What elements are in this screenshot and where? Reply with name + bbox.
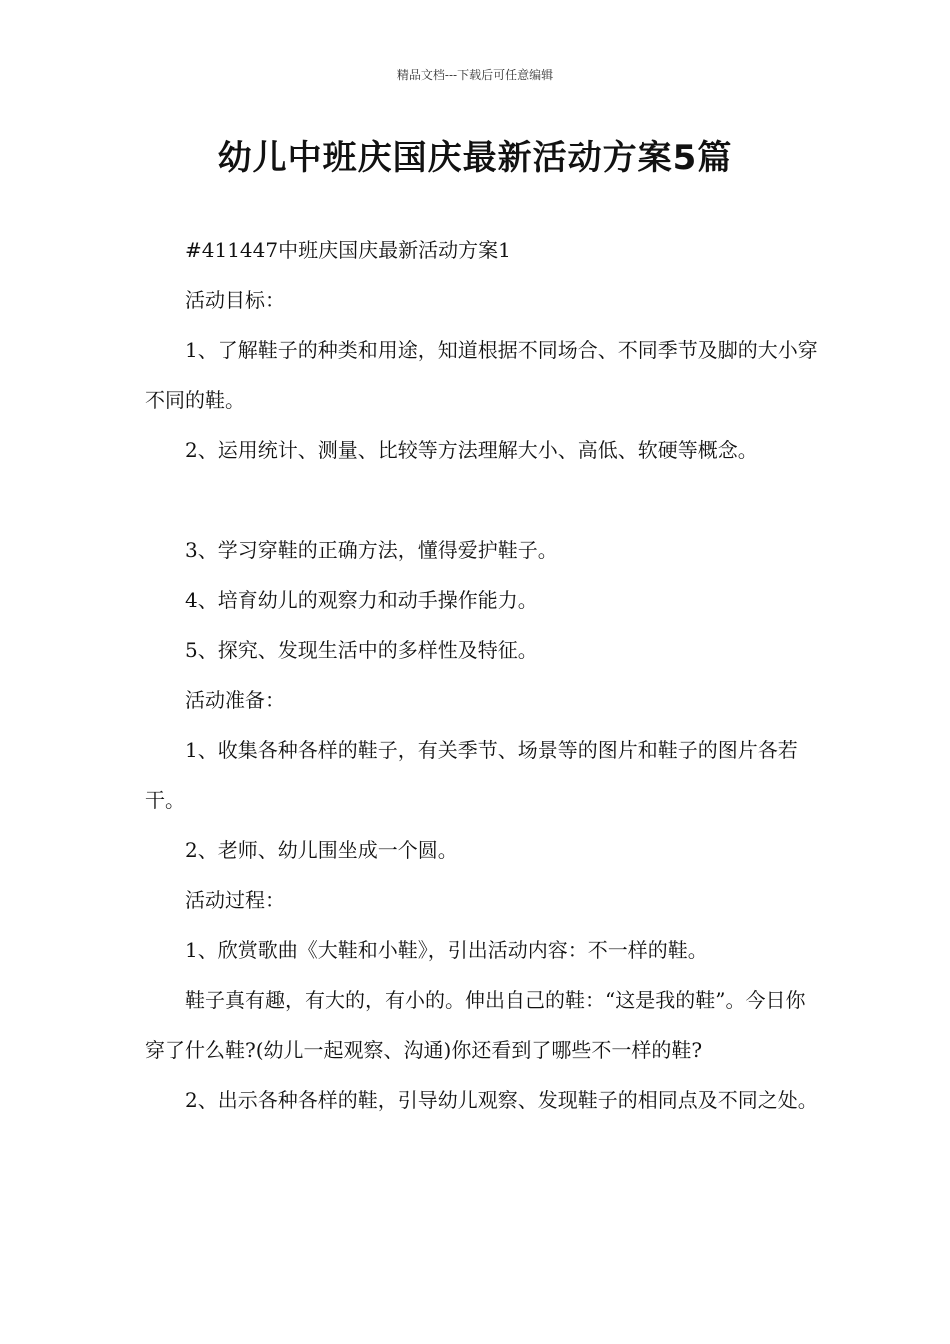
paragraph-goal-5: 5、探究、发现生活中的多样性及特征。 [185, 638, 538, 662]
paragraph-process-2: 2、出示各种各样的鞋，引导幼儿观察、发现鞋子的相同点及不同之处。 [185, 1088, 818, 1112]
paragraph-prep-2: 2、老师、幼儿围坐成一个圆。 [185, 838, 458, 862]
paragraph-prep-1: 1、收集各种各样的鞋子，有关季节、场景等的图片和鞋子的图片各若干。 [145, 738, 798, 812]
paragraph-goals-heading: 活动目标： [185, 288, 285, 312]
document-title: 幼儿中班庆国庆最新活动方案5篇 [217, 138, 733, 178]
header-note: 精品文档---下载后可任意编辑 [396, 68, 554, 82]
paragraph-process-1-detail: 鞋子真有趣，有大的，有小的。伸出自己的鞋：“这是我的鞋”。今日你穿了什么鞋?(幼儿一起观察、沟通)你还看到了哪些不一样的鞋? [145, 988, 806, 1062]
paragraph-goal-3: 3、学习穿鞋的正确方法，懂得爱护鞋子。 [185, 538, 558, 562]
paragraph-prep-heading: 活动准备： [185, 688, 285, 712]
paragraph-goal-2: 2、运用统计、测量、比较等方法理解大小、高低、软硬等概念。 [185, 438, 758, 462]
paragraph-process-heading: 活动过程： [185, 888, 285, 912]
document-body [145, 225, 820, 1125]
paragraph-goal-4: 4、培育幼儿的观察力和动手操作能力。 [185, 588, 538, 612]
paragraph-goal-1: 1、了解鞋子的种类和用途，知道根据不同场合、不同季节及脚的大小穿不同的鞋。 [145, 338, 818, 412]
paragraph-plan-heading: #411447中班庆国庆最新活动方案1 [185, 238, 511, 262]
paragraph-process-1: 1、欣赏歌曲《大鞋和小鞋》，引出活动内容：不一样的鞋。 [185, 938, 708, 962]
